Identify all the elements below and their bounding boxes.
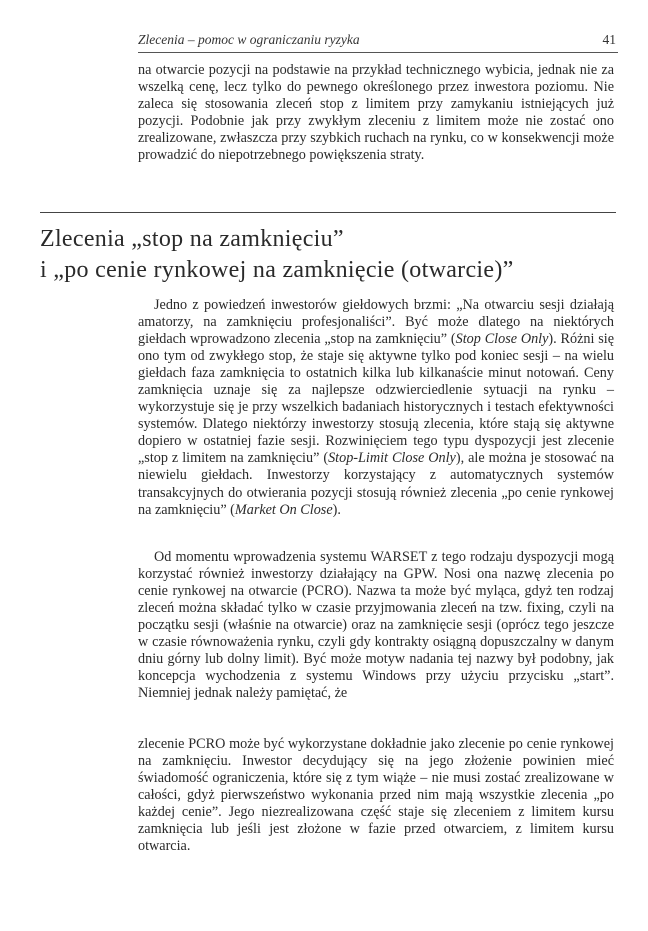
term-stop-close-only: Stop Close Only [455, 331, 549, 348]
page-header [138, 32, 618, 53]
term-market-on-close: Market On Close [234, 501, 333, 518]
section-paragraph-3: zlecenie PCRO może być wykorzystane dokładnie jako zlecenie po cenie rynkowej na zamknięciu. Inwestor decydujący się na jego złożenie powinien mieć świadomość ograniczenia, które się z tym wiąże – nie musi zostać zrealizowane w całości, gdyż pierwszeństwo wykonania przed nim mają wszystkie zlecenia „po każdej cenie”. Jego niezrealizowana część staje się zleceniem z limitem kursu zamknięcia lub jeśli jest złożone w fazie przed otwarciem, z limitem kursu otwarcia. [138, 736, 614, 855]
text-run: ). Różni się ono tym od zwykłego stop, że staje się aktywne tylko pod koniec sesji – na wielu giełdach faza zamknięcia to ostatnich kilka lub kilkanaście minut notowań. Ceny zamknięcia uznaje się za najlepsze odzwierciedlenie sytuacji na rynku – wykorzystuje się je przy wszelkich badaniach historycznych i testach efektywności systemów. Dlatego niektórzy inwestorzy stosują zlecenia, które stają się aktywne dopiero w ostatniej fazie sesji. Rozwinięciem tego typu dyspozycji jest zlecenie „stop z limitem na zamknięciu” ( [138, 331, 615, 467]
running-title: Zlecenia – pomoc w ograniczaniu ryzyka [138, 32, 360, 47]
intro-paragraph: na otwarcie pozycji na podstawie na przykład technicznego wybicia, jednak nie za wszelką cenę, lecz tylko do pewnego określonego przez inwestora poziomu. Nie zaleca się stosowania zleceń stop z limitem przy zamykaniu istniejących już pozycji. Podobnie jak przy zwykłym zleceniu z limitem może nie zostać ono zrealizowane, zwłaszcza przy szybkich ruchach na rynku, co w konsekwencji może prowadzić do niepotrzebnego powiększenia straty. [138, 62, 614, 164]
text-run: ). [332, 501, 341, 518]
text-run: ), ale można je stosować na niewielu giełdach. Inwestorzy korzystający z automatycznych systemów transakcyjnych do otwierania pozycji stosują również zlecenia „po cenie rynkowej na zamknięciu” ( [138, 450, 614, 518]
section-divider [40, 212, 616, 213]
page-number: 41 [602, 32, 616, 47]
text-run: Jedno z powiedzeń inwestorów giełdowych brzmi: „Na otwarciu sesji działają amatorzy, na zamknięciu profesjonaliści”. Być może dlatego na niektórych giełdach wprowadzono zlecenia „stop na zamknięciu” ( [138, 297, 614, 348]
section-heading-line-1: Zlecenia „stop na zamknięciu” [40, 226, 344, 252]
section-paragraph-2: Od momentu wprowadzenia systemu WARSET z tego rodzaju dyspozycji mogą korzystać również inwestorzy działający na GPW. Nosi ona nazwę zlecenia po cenie rynkowej na otwarcie (PCRO). Nazwa ta może być myląca, gdyż ten rodzaj zleceń można składać tylko w czasie przyjmowania zleceń na tzw. fixing, czyli na początku sesji (właśnie na otwarcie) oraz na zamknięcie sesji (oprócz tego jeszcze w czasie równoważenia rynku, czyli gdy kontrakty osiągną dopuszczalny w danym dniu górny lub dolny limit). Być może motyw nadania tej nazwy był podobny, jak koncepcja wychodzenia z systemu Windows przy użyciu przycisku „start”. Niemniej jednak należy pamiętać, że [138, 549, 614, 702]
section-paragraph-1 [138, 297, 614, 519]
term-stop-limit-close-only: Stop-Limit Close Only [328, 450, 456, 467]
section-heading-line-2: i „po cenie rynkowej na zamknięcie (otwarcie)” [40, 257, 514, 283]
section-heading [40, 224, 616, 286]
